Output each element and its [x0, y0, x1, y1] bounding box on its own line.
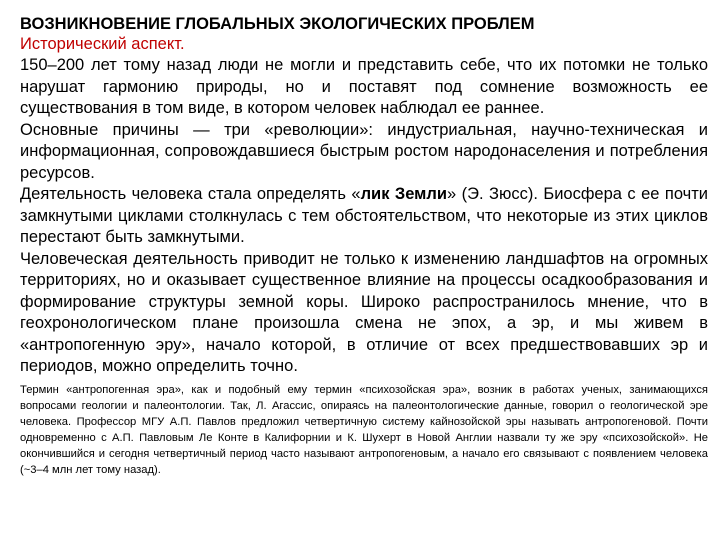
paragraph-history: 150–200 лет тому назад люди не могли и представить себе, что их потомки не только нарушат гармонию природы, но и поставят под сомнение возможность ее существования в том виде, в котором человек наблюдал ее раннее.	[20, 56, 708, 117]
slide-subtitle: Исторический аспект.	[20, 35, 185, 53]
footnote-text: Термин «антропогенная эра», как и подобный ему термин «психозойская эра», возник в работах ученых, занимающихся вопросами геологии и палеонтологии. Так, Л. Агассис, опираясь на палеонтологические данные, говорил о геологической эре человека. Профессор МГУ А.П. Павлов предложил четвертичную систему кайнозойской эры называть антропогеновой. Почти одновременно с А.П. Павловым Ле Конте в Калифорнии и К. Шухерт в Новой Англии назвали ту же эру «психозойской». Не окончившийся и сегодня четвертичный период часто называют антропогеновым, а начало его связывают с появлением человека (~3–4 млн лет тому назад).	[20, 383, 708, 476]
paragraph-earth-face-start: Деятельность человека стала определять «	[20, 185, 361, 203]
paragraph-earth-face-end: » (Э. Зюсс). Биосфера с ее почти замкнутыми циклами столкнулась с тем обстоятельством, что некоторые из этих циклов перестают быть замкнутыми.	[20, 185, 709, 246]
slide-content	[20, 14, 708, 478]
slide-title: ВОЗНИКНОВЕНИЕ ГЛОБАЛЬНЫХ ЭКОЛОГИЧЕСКИХ ПРОБЛЕМ	[20, 15, 535, 33]
paragraph-causes: Основные причины — три «революции»: индустриальная, научно-техническая и информационная, сопровождавшиеся быстрым ростом народонаселения и потребления ресурсов.	[20, 120, 708, 182]
earth-face-emphasis: лик Земли	[360, 185, 448, 203]
paragraph-anthropogenic-era: Человеческая деятельность приводит не только к изменению ландшафтов на огромных территориях, но и оказывает существенное влияние на процессы осадкообразования и формирование структуры земной коры. Широко распространилось мнение, что в геохронологическом плане произошла смена не эпох, а эр, и мы живем в «антропогенную эру», начало которой, в отличие от всех предшествовавших эр и периодов, можно определить точно.	[20, 249, 708, 375]
paragraph-earth-face	[20, 184, 708, 249]
